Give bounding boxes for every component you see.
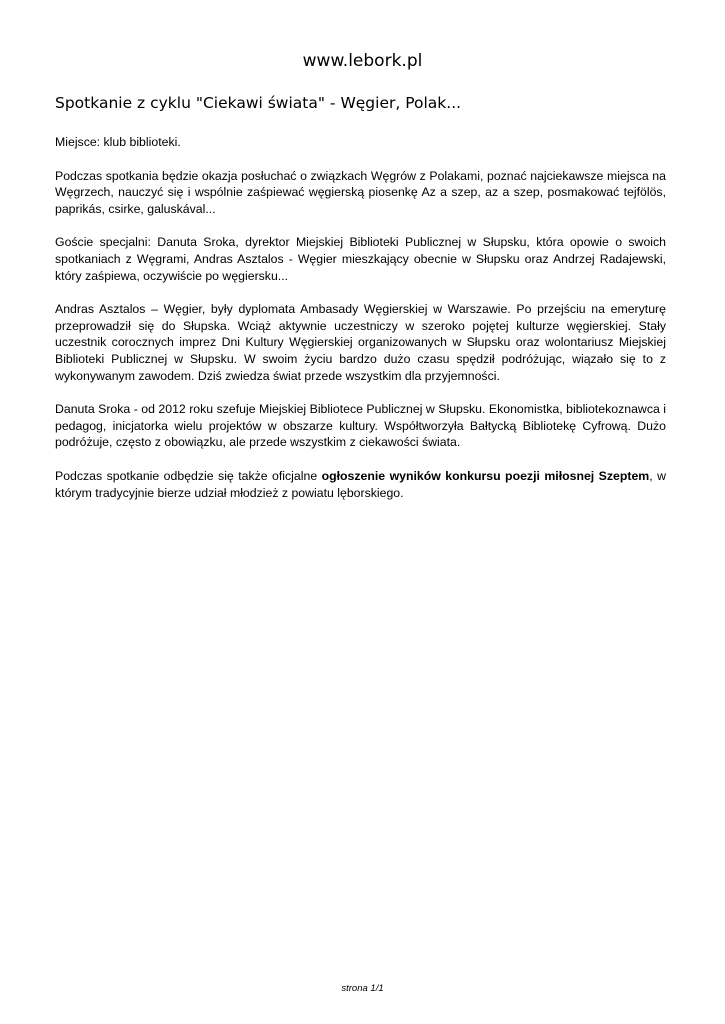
intro-paragraph: Podczas spotkania będzie okazja posłuchać o związkach Węgrów z Polakami, poznać najciekawsze miejsca na Węgrzech, nauczyć się i wspólnie zaśpiewać węgierską piosenkę Az a szep, az a szep, posmakować tejfölös, paprikás, csirke, galuskával...	[55, 168, 666, 216]
contest-paragraph	[55, 468, 666, 501]
contest-highlight: ogłoszenie wyników konkursu poezji miłosnej Szeptem	[321, 468, 650, 483]
contest-text-before: Podczas spotkanie odbędzie się także oficjalne	[55, 468, 322, 483]
guests-paragraph: Goście specjalni: Danuta Sroka, dyrektor Miejskiej Biblioteki Publicznej w Słupsku, która opowie o swoich spotkaniach z Węgrami, Andras Asztalos - Węgier mieszkający obecnie w Słupsku oraz Andrzej Radajewski, który zaśpiewa, oczywiście po węgiersku...	[55, 235, 666, 283]
location-paragraph: Miejsce: klub biblioteki.	[55, 135, 181, 149]
sroka-bio-paragraph: Danuta Sroka - od 2012 roku szefuje Miejskiej Bibliotece Publicznej w Słupsku. Ekonomistka, bibliotekoznawca i pedagog, inicjatorka wielu projektów w obszarze kultury. Współtworzyła Bałtycką Bibliotekę Cyfrową. Dużo podróżuje, często z obowiązku, ale przede wszystkim z ciekawości świata.	[55, 402, 666, 450]
asztalos-bio-paragraph: Andras Asztalos – Węgier, były dyplomata Ambasady Węgierskiej w Warszawie. Po przejściu na emeryturę przeprowadził się do Słupska. Wciąż aktywnie uczestniczy w szeroko pojętej kulturze węgierskiej. Stały uczestnik corocznych imprez Dni Kultury Węgierskiej organizowanych w Słupsku oraz wolontariusz Miejskiej Biblioteki Publicznej w Słupsku. W swoim życiu bardzo dużo czasu spędził podróżując, wiązało się to z wykonywanym zawodem. Dziś zwiedza świat przede wszystkim dla przyjemności.	[55, 302, 666, 383]
article-title: Spotkanie z cyklu "Ciekawi świata" - Węgier, Polak...	[55, 94, 462, 112]
site-header: www.lebork.pl	[302, 51, 423, 71]
contest-text-after: , w którym tradycyjnie bierze udział młodzież z powiatu lęborskiego.	[55, 468, 666, 500]
page-number: strona 1/1	[341, 983, 384, 994]
article-body	[55, 134, 666, 518]
